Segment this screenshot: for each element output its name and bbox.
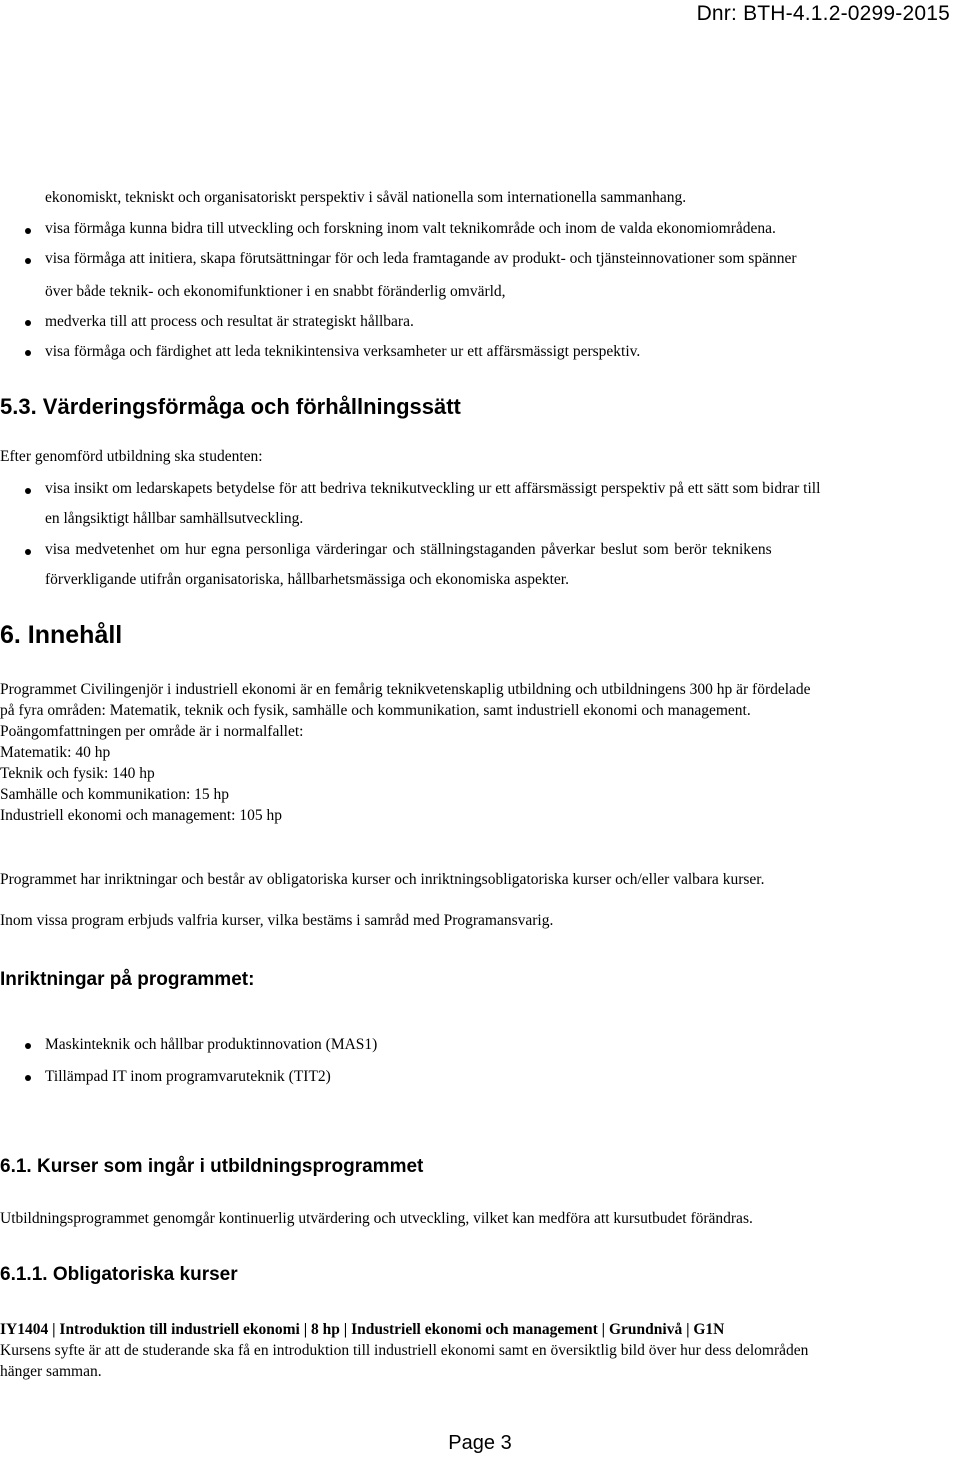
- list-item: Maskinteknik och hållbar produktinnovation (MAS1): [45, 1036, 378, 1053]
- section-heading-5-3: 5.3. Värderingsförmåga och förhållningssätt: [0, 394, 461, 419]
- section-heading-6-1-1: 6.1.1. Obligatoriska kurser: [0, 1264, 238, 1285]
- bullet-icon: [25, 488, 31, 494]
- bullet-icon: [25, 258, 31, 264]
- course-area: Industriell ekonomi och management: [351, 1321, 598, 1338]
- list-item: Tillämpad IT inom programvaruteknik (TIT2): [45, 1068, 331, 1085]
- course-credits: 8 hp: [311, 1321, 340, 1338]
- specializations-heading: Inriktningar på programmet:: [0, 969, 255, 990]
- separator: |: [601, 1321, 606, 1338]
- bullet-icon: [25, 320, 31, 326]
- course-level: Grundnivå: [608, 1321, 683, 1338]
- list-item: visa medvetenhet om hur egna personliga värderingar och ställningstaganden påverkar beslut som berör teknikens: [45, 541, 772, 558]
- list-item: visa förmåga kunna bidra till utveckling och forskning inom valt teknikområde och inom de valda ekonomiområdena.: [45, 220, 776, 237]
- course-code: IY1404: [0, 1321, 49, 1338]
- paragraph-line: Programmet Civilingenjör i industriell ekonomi är en femårig teknikvetenskaplig utbildning och utbildningens 300 hp är fördelade: [0, 681, 811, 698]
- course-description: Kursens syfte är att de studerande ska få en introduktion till industriell ekonomi samt en översiktlig bild över hur dess delområden: [0, 1342, 809, 1359]
- separator: |: [343, 1321, 348, 1338]
- list-continuation-text: ekonomiskt, tekniskt och organisatoriskt perspektiv i såväl nationella som internationella sammanhang.: [45, 189, 687, 206]
- list-item: visa förmåga och färdighet att leda teknikintensiva verksamheter ur ett affärsmässigt perspektiv.: [45, 343, 641, 360]
- course-header-line: [0, 1322, 724, 1338]
- paragraph-line: Poängomfattningen per område är i normalfallet:: [0, 723, 304, 740]
- document-number: Dnr: BTH-4.1.2-0299-2015: [696, 2, 950, 25]
- paragraph: Utbildningsprogrammet genomgår kontinuerlig utvärdering och utveckling, vilket kan medföra att kursutbudet förändras.: [0, 1210, 753, 1227]
- bullet-icon: [25, 350, 31, 356]
- list-item-continuation: över både teknik- och ekonomifunktioner i en snabbt föränderlig omvärld,: [45, 283, 506, 300]
- bullet-icon: [25, 1043, 31, 1049]
- course-level-code: G1N: [693, 1321, 725, 1338]
- list-item: medverka till att process och resultat är strategiskt hållbara.: [45, 313, 414, 330]
- bullet-icon: [25, 549, 31, 555]
- separator: |: [303, 1321, 308, 1338]
- page-number: Page 3: [448, 1432, 512, 1454]
- list-item-continuation: förverkligande utifrån organisatoriska, hållbarhetsmässiga och ekonomiska aspekter.: [45, 571, 569, 588]
- list-item: visa förmåga att initiera, skapa förutsättningar för och leda framtagande av produkt- och tjänsteinnovationer som spänner: [45, 250, 797, 267]
- separator: |: [52, 1321, 56, 1338]
- section-intro: Efter genomförd utbildning ska studenten:: [0, 448, 263, 465]
- bullet-icon: [25, 228, 31, 234]
- bullet-icon: [25, 1075, 31, 1081]
- paragraph-line: Samhälle och kommunikation: 15 hp: [0, 786, 230, 803]
- paragraph-line: Teknik och fysik: 140 hp: [0, 765, 155, 782]
- list-item-continuation: en långsiktigt hållbar samhällsutveckling.: [45, 510, 304, 527]
- section-heading-6: 6. Innehåll: [0, 621, 123, 649]
- section-heading-6-1: 6.1. Kurser som ingår i utbildningsprogrammet: [0, 1156, 424, 1177]
- list-item: visa insikt om ledarskapets betydelse för att bedriva teknikutveckling ur ett affärsmässigt perspektiv på ett sätt som bidrar till: [45, 480, 821, 497]
- course-name: Introduktion till industriell ekonomi: [59, 1321, 300, 1338]
- paragraph-line: Industriell ekonomi och management: 105 hp: [0, 807, 282, 824]
- paragraph-line: på fyra områden: Matematik, teknik och fysik, samhälle och kommunikation, samt industriell ekonomi och management.: [0, 702, 751, 719]
- course-description-continuation: hänger samman.: [0, 1363, 102, 1380]
- paragraph-line: Matematik: 40 hp: [0, 744, 111, 761]
- separator: |: [686, 1321, 690, 1338]
- paragraph: Programmet har inriktningar och består av obligatoriska kurser och inriktningsobligatoriska kurser och/eller valbara kurser.: [0, 871, 765, 888]
- paragraph: Inom vissa program erbjuds valfria kurser, vilka bestäms i samråd med Programansvarig.: [0, 912, 554, 929]
